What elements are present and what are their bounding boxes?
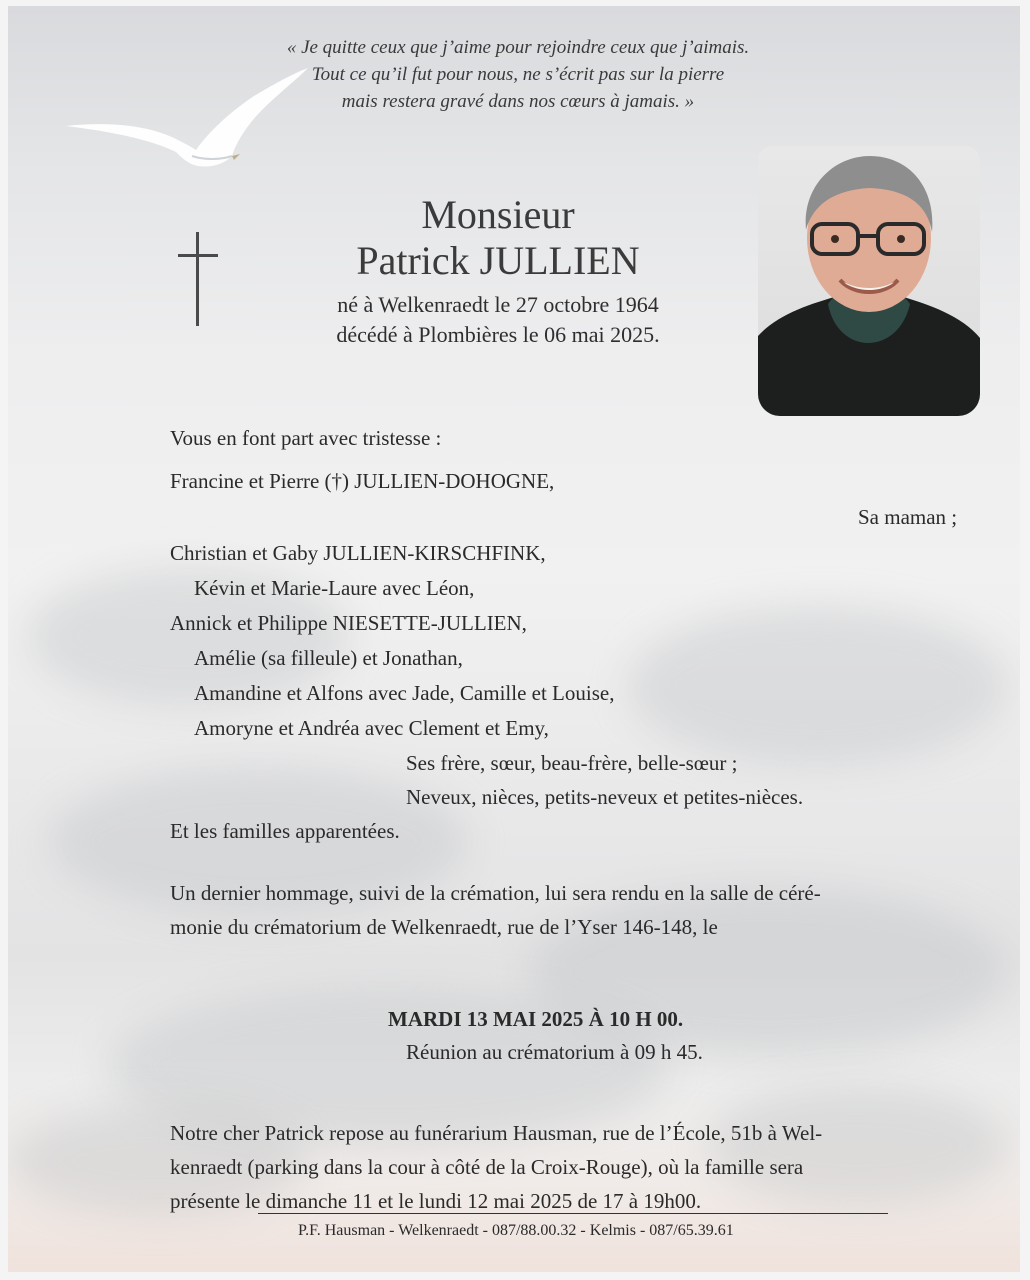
sibling-line: Amélie (sa filleule) et Jonathan, [194,646,463,670]
cross-icon [178,232,218,326]
quote-line: mais restera gravé dans nos cœurs à jamais. » [341,91,695,112]
sibling-line: Amoryne et Andréa avec Clement et Emy, [194,716,549,740]
ceremony-line: monie du crématorium de Welkenraedt, rue de l’Yser 146-148, le [170,915,718,939]
death-line: décédé à Plombières le 06 mai 2025. [336,322,660,347]
visitation-line: kenraedt (parking dans la cour à côté de la Croix-Rouge), où la famille sera [170,1155,804,1179]
siblings-role: Ses frère, sœur, beau-frère, belle-sœur ; [406,751,738,775]
ceremony-line: Un dernier hommage, suivi de la crémation, lui sera rendu en la salle de céré- [170,881,821,905]
memorial-quote [238,34,798,115]
relatives-line: Et les familles apparentées. [170,819,400,843]
visitation-line: présente le dimanche 11 et le lundi 12 mai 2025 de 17 à 19h00. [170,1189,702,1213]
honorific: Monsieur [421,192,575,237]
sibling-line: Amandine et Alfons avec Jade, Camille et Louise, [194,681,615,705]
footer-divider [258,1213,888,1214]
sibling-line: Kévin et Marie-Laure avec Léon, [194,576,475,600]
birth-line: né à Welkenraedt le 27 octobre 1964 [337,292,659,317]
funeral-home-footer: P.F. Hausman - Welkenraedt - 087/88.00.32 - Kelmis - 087/65.39.61 [298,1222,734,1239]
quote-line: Tout ce qu’il fut pour nous, ne s’écrit pas sur la pierre [311,64,725,85]
portrait-photo [758,146,980,416]
sibling-line: Christian et Gaby JULLIEN-KIRSCHFINK, [170,541,546,565]
mother-role: Sa maman ; [858,505,958,529]
death-notice-card [8,6,1020,1272]
cloud-shape [628,606,1008,766]
sibling-line: Annick et Philippe NIESETTE-JULLIEN, [170,611,527,635]
visitation-line: Notre cher Patrick repose au funérarium Hausman, rue de l’École, 51b à Wel- [170,1121,823,1145]
quote-line: « Je quitte ceux que j’aime pour rejoindre ceux que j’aimais. [286,37,750,58]
nephews-role: Neveux, nièces, petits-neveux et petites-nièces. [406,785,804,809]
intro-line: Vous en font part avec tristesse : [170,426,442,450]
deceased-name: Patrick JULLIEN [356,238,640,283]
ceremony-date: MARDI 13 MAI 2025 À 10 H 00. [388,1007,684,1031]
deceased-heading [268,192,728,350]
meeting-time: Réunion au crématorium à 09 h 45. [406,1040,703,1064]
portrait-illustration [758,146,980,416]
mother-line: Francine et Pierre (†) JULLIEN-DOHOGNE, [170,469,555,493]
